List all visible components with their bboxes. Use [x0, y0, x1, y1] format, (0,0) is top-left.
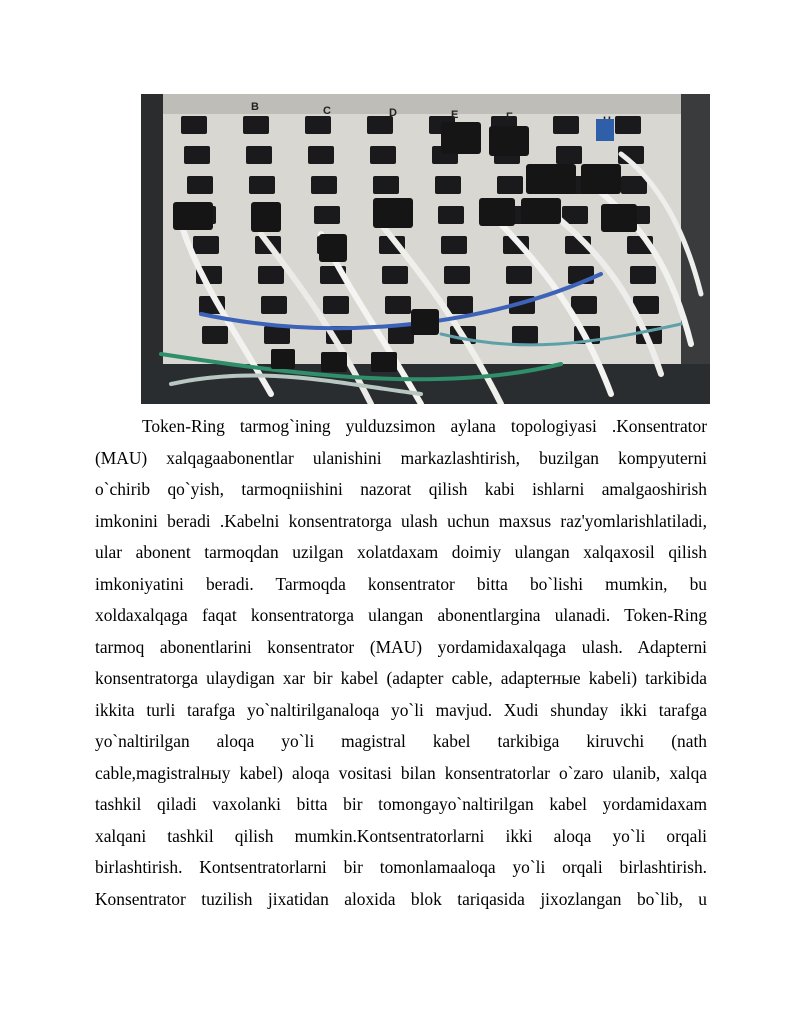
port: [630, 266, 656, 284]
port: [184, 146, 210, 164]
port: [497, 176, 523, 194]
port: [258, 266, 284, 284]
text-line: yo`naltirilgan aloqa yo`li magistral kabel tarkibiga kiruvchi (nath: [95, 731, 707, 751]
port: [193, 236, 219, 254]
port: [314, 206, 340, 224]
port: [243, 116, 269, 134]
port: [444, 266, 470, 284]
port: [385, 296, 411, 314]
port: [506, 266, 532, 284]
text-line: ular abonent tarmoqdan uzilgan xolatdaxam doimiy ulangan xalqaxosil qilish: [95, 542, 707, 562]
port: [621, 176, 647, 194]
port: [181, 116, 207, 134]
port: [246, 146, 272, 164]
text-line: konsentratorga ulaydigan xar bir kabel (adapter cable, adapterные kabeli) tarkibida: [95, 668, 707, 688]
port: [264, 326, 290, 344]
port: [202, 326, 228, 344]
port: [311, 176, 337, 194]
text-line: imkoniyatini beradi. Tarmoqda konsentrator bitta bo`lishi mumkin, bu: [95, 573, 707, 594]
text-line: xoldaxalqaga faqat konsentratorga ulangan abonentlargina ulanadi. Token-Ring: [95, 605, 707, 625]
port: [249, 176, 275, 194]
port: [323, 296, 349, 314]
port: [382, 266, 408, 284]
port: [615, 116, 641, 134]
text-line: Token-Ring tarmog`ining yulduzsimon aylana topologiyasi .Konsentrator: [142, 416, 707, 436]
text-line: xalqani tashkil qilish mumkin.Kontsentratorlarni ikki aloqa yo`li orqali: [95, 825, 707, 846]
port: [512, 326, 538, 344]
panel-letter-c: C: [323, 105, 331, 117]
port: [571, 296, 597, 314]
port: [556, 146, 582, 164]
port: [187, 176, 213, 194]
port: [370, 146, 396, 164]
text-line: Konsentrator tuzilish jixatidan aloxida blok tariqasida jixozlangan bo`lib, u: [95, 888, 707, 909]
port: [447, 296, 473, 314]
text-line: (MAU) xalqagaabonentlar ulanishini markazlashtirish, buzilgan kompyuterni: [95, 447, 707, 468]
port: [553, 116, 579, 134]
panel-letter-e: E: [451, 109, 459, 121]
port: [373, 176, 399, 194]
port: [438, 206, 464, 224]
text-line: tashkil qiladi vaxolanki bitta bir tomongayo`naltirilgan kabel yordamidaxam: [95, 794, 707, 814]
text-line: o`chirib qo`yish, tarmoqniishini nazorat qilish kabi ishlarni amalgaoshirish: [95, 479, 707, 499]
panel-letter-d: D: [389, 107, 397, 119]
panel-letter-f: F: [506, 111, 513, 123]
port: [261, 296, 287, 314]
text-line: birlashtirish. Kontsentratorlarni bir tomonlamaaloqa yo`li orqali birlashtirish.: [95, 857, 707, 877]
port: [388, 326, 414, 344]
patch-panel-photo: [141, 94, 710, 404]
port: [441, 236, 467, 254]
port: [308, 146, 334, 164]
body-paragraph: [95, 411, 707, 915]
text-line: tarmoq abonentlarini konsentrator (MAU) yordamidaxalqaga ulash. Adapterni: [95, 636, 707, 657]
port: [435, 176, 461, 194]
panel-letter-b: B: [251, 101, 259, 113]
port: [305, 116, 331, 134]
text-line: cable,magistralныy kabel) aloqa vositasi bilan konsentratorlar o`zaro ulanib, xalqa: [95, 762, 707, 783]
text-line: imkonini beradi .Kabelni konsentratorga ulash uchun maxsus raz'yomlarishlatiladi,: [95, 510, 707, 531]
text-line: ikkita turli tarafga yo`naltirilganaloqa yo`li mavjud. Xudi shunday ikki tarafga: [95, 699, 707, 720]
